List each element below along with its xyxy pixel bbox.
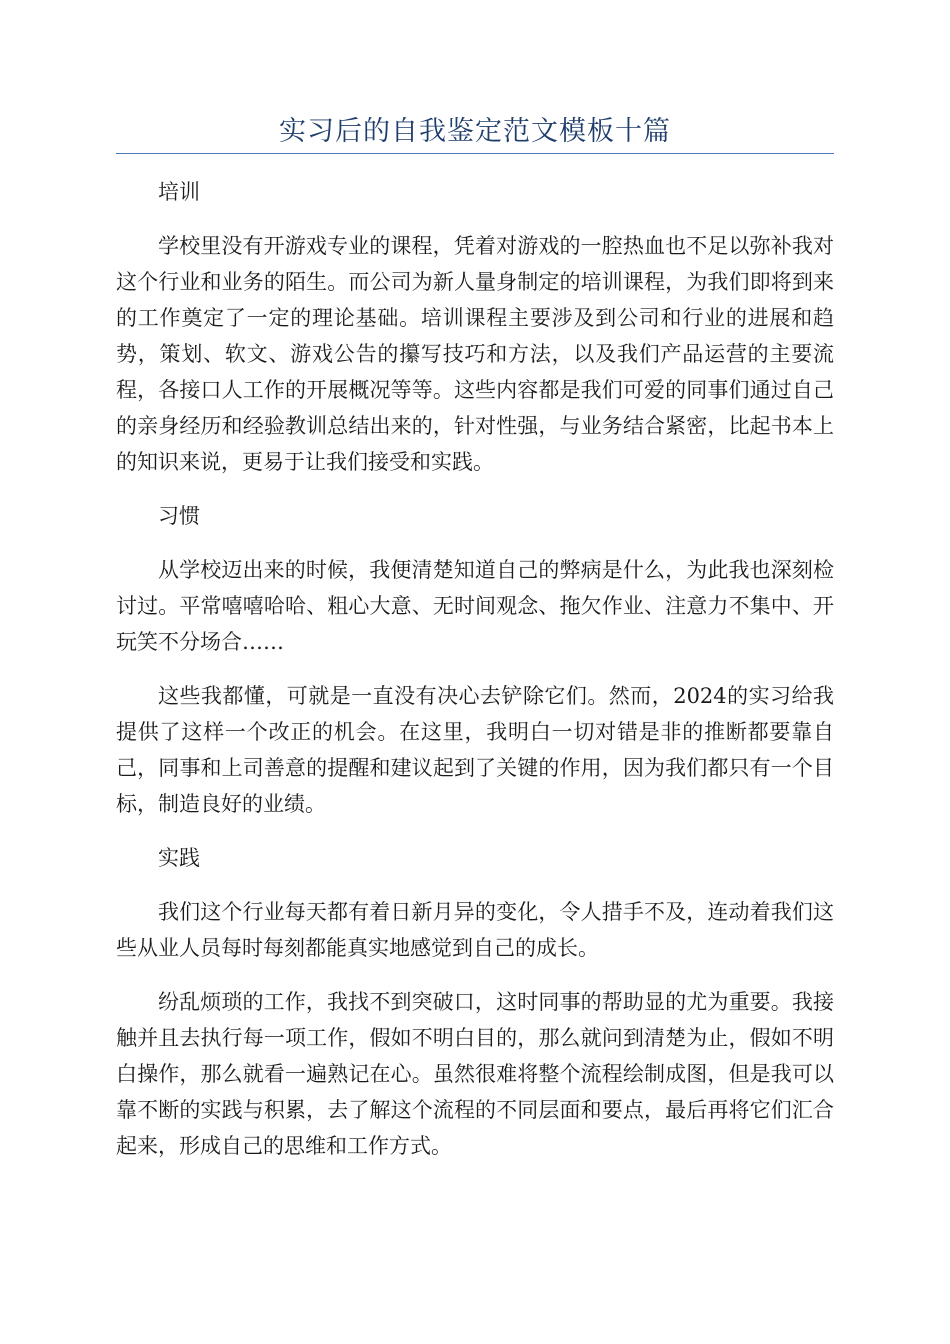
document-title: 实习后的自我鉴定范文模板十篇 bbox=[279, 116, 671, 147]
paragraph-habits-1: 从学校迈出来的时候，我便清楚知道自己的弊病是什么，为此我也深刻检讨过。平常嘻嘻哈哈、粗心大意、无时间观念、拖欠作业、注意力不集中、开玩笑不分场合…… bbox=[116, 558, 834, 654]
section-heading-habits: 习惯 bbox=[158, 504, 200, 528]
document-body bbox=[116, 174, 834, 1182]
title-underline bbox=[116, 153, 834, 154]
paragraph-practice-1: 我们这个行业每天都有着日新月异的变化，令人措手不及，连动着我们这些从业人员每时每刻都能真实地感觉到自己的成长。 bbox=[116, 900, 834, 960]
paragraph-habits-2: 这些我都懂，可就是一直没有决心去铲除它们。然而，2024的实习给我提供了这样一个改正的机会。在这里，我明白一切对错是非的推断都要靠自己，同事和上司善意的提醒和建议起到了关键的作用，因为我们都只有一个目标，制造良好的业绩。 bbox=[116, 684, 834, 816]
section-heading-training: 培训 bbox=[158, 180, 200, 204]
paragraph-practice-2: 纷乱烦琐的工作，我找不到突破口，这时同事的帮助显的尤为重要。我接触并且去执行每一项工作，假如不明白目的，那么就问到清楚为止，假如不明白操作，那么就看一遍熟记在心。虽然很难将整个流程绘制成图，但是我可以靠不断的实践与积累，去了解这个流程的不同层面和要点，最后再将它们汇合起来，形成自己的思维和工作方式。 bbox=[116, 990, 834, 1158]
section-heading-practice: 实践 bbox=[158, 846, 200, 870]
paragraph-training: 学校里没有开游戏专业的课程，凭着对游戏的一腔热血也不足以弥补我对这个行业和业务的陌生。而公司为新人量身制定的培训课程，为我们即将到来的工作奠定了一定的理论基础。培训课程主要涉及到公司和行业的进展和趋势，策划、软文、游戏公告的攥写技巧和方法，以及我们产品运营的主要流程，各接口人工作的开展概况等等。这些内容都是我们可爱的同事们通过自己的亲身经历和经验教训总结出来的，针对性强，与业务结合紧密，比起书本上的知识来说，更易于让我们接受和实践。 bbox=[116, 234, 834, 474]
